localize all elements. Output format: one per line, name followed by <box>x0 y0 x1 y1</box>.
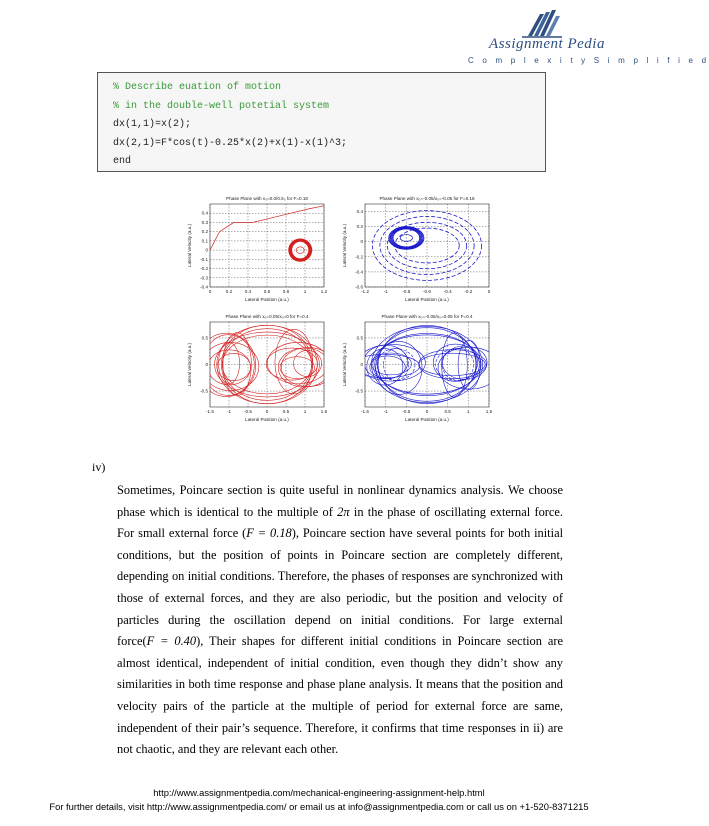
y-axis-label: Lateral Velocity (a.u.) <box>187 223 192 268</box>
x-tick-label: 1.5 <box>485 409 493 414</box>
text-run: ), Their shapes for different initial conditions in Poincare section are <box>196 634 563 649</box>
y-tick-label: -0.1 <box>200 256 208 262</box>
paragraph-line <box>117 480 563 502</box>
x-tick-label: 0.8 <box>282 289 290 294</box>
text-run: particles during the oscillation depend on initial conditions. For large external <box>117 612 563 627</box>
text-run: conditions, but the position of points in Poincare section are completely different, <box>117 547 563 562</box>
paragraph-line <box>117 674 563 696</box>
y-axis-label: Lateral Velocity (a.u.) <box>187 342 192 387</box>
y-tick-label: -0.2 <box>355 254 363 260</box>
y-tick-label: -0.5 <box>200 388 208 394</box>
y-axis-label: Lateral Velocity (a.u.) <box>342 342 347 387</box>
x-tick-label: 1 <box>467 409 470 414</box>
math-expression: F = 0.40 <box>146 634 197 649</box>
x-tick-label: -1 <box>383 289 388 294</box>
y-axis-label: Lateral Velocity (a.u.) <box>342 223 347 268</box>
x-tick-label: -1.2 <box>361 289 369 294</box>
x-axis-label: Lateral Position (a.u.) <box>405 417 449 422</box>
x-tick-label: 0 <box>487 289 491 294</box>
x-axis-label: Lateral Position (a.u.) <box>245 297 289 302</box>
y-tick-label: 0.4 <box>201 210 208 216</box>
x-tick-label: -1.5 <box>361 409 369 414</box>
text-run: ), Poincare section have several points for both initial <box>291 526 564 541</box>
x-tick-label: -0.2 <box>464 289 473 294</box>
x-tick-label: 0.4 <box>244 289 252 294</box>
y-tick-label: 0.3 <box>201 219 208 225</box>
paragraph-line <box>117 653 563 675</box>
y-tick-label: 0.5 <box>356 335 363 341</box>
phase-plane-plot-3 <box>185 310 330 425</box>
paragraph-line <box>117 610 563 632</box>
y-tick-label: 0 <box>205 362 208 367</box>
y-tick-label: -0.2 <box>200 266 208 272</box>
phase-plane-plot-1 <box>185 192 330 305</box>
x-tick-label: 1.2 <box>320 289 328 294</box>
x-tick-label: 0 <box>265 409 269 414</box>
x-tick-label: -0.6 <box>423 289 431 294</box>
paragraph-line <box>117 502 563 524</box>
section-paragraph <box>117 480 563 761</box>
y-tick-label: 0.1 <box>201 238 208 244</box>
x-tick-label: 1 <box>303 289 307 294</box>
text-run: depending on initial conditions. Therefore, the phases of responses are synchronized with <box>117 569 563 584</box>
text-run: similarities in both time response and phase plane analysis. It means that the position and <box>117 677 563 692</box>
phase-plane-plot-4 <box>340 310 495 425</box>
text-run: almost identical, independent of initial condition, even though they didn’t show any <box>117 655 563 670</box>
logo-subtitle: C o m p l e x i t y S i m p l i f i e d <box>468 56 709 65</box>
y-tick-label: -0.5 <box>355 388 363 394</box>
y-tick-label: 0.5 <box>201 335 208 341</box>
x-tick-label: 0 <box>425 409 429 414</box>
chart-title: Phase Plane with x₀=0.05/x₀=0 for F=0.4 <box>225 314 309 319</box>
x-tick-label: 0.6 <box>263 289 271 294</box>
paragraph-line <box>117 718 563 740</box>
y-tick-label: 0 <box>360 362 363 367</box>
code-line: % in the double-well potetial system <box>113 100 330 112</box>
text-run: velocity pairs of the particle at the multiple of period for external force are same, <box>117 698 563 713</box>
math-expression: 2π <box>337 504 350 519</box>
y-tick-label: 0.2 <box>356 224 363 230</box>
x-tick-label: -1.5 <box>206 409 214 414</box>
x-axis-label: Lateral Position (a.u.) <box>405 297 449 302</box>
code-line: dx(2,1)=F*cos(t)-0.25*x(2)+x(1)-x(1)^3; <box>113 137 348 149</box>
paragraph-line <box>117 545 563 567</box>
text-run: phase which is identical to the multiple of <box>117 504 338 519</box>
y-tick-label: 0.2 <box>201 229 208 235</box>
x-axis-label: Lateral Position (a.u.) <box>245 417 289 422</box>
paragraph-line <box>117 588 563 610</box>
x-tick-label: 0 <box>208 289 212 294</box>
x-tick-label: 0.5 <box>444 409 451 414</box>
code-line: % Describe euation of motion <box>113 82 282 93</box>
paragraph-line <box>117 566 563 588</box>
x-tick-label: 0.2 <box>225 289 233 294</box>
chart-title: Phase Plane with x₀=0.0/0.5₀ for F=0.18 <box>226 196 308 201</box>
x-tick-label: -0.4 <box>443 289 452 294</box>
x-tick-label: 1.5 <box>320 409 328 414</box>
paragraph-line <box>117 631 563 653</box>
book-stack-icon <box>520 8 564 38</box>
code-line: end <box>113 156 132 167</box>
x-tick-label: 0.5 <box>282 409 290 414</box>
y-tick-label: 0 <box>205 247 208 253</box>
text-run: those of external forces, and they are also periodic, but the position and velocity of <box>117 590 563 605</box>
y-tick-label: -0.6 <box>355 284 363 290</box>
code-line: dx(1,1)=x(2); <box>113 119 192 130</box>
matlab-code-box <box>97 72 546 172</box>
y-tick-label: 0 <box>360 239 363 245</box>
text-run: not chaotic, and they are relevant each other. <box>117 742 339 757</box>
text-run: independent of their pair’s sequence. Therefore, it confirms that time responses in ii) are <box>117 720 563 735</box>
footer-contact: For further details, visit http://www.assignmentpedia.com/ or email us at info@assignmentpedia.com or call us on +1-520-8371215 <box>49 801 589 812</box>
x-tick-label: -0.8 <box>402 289 411 294</box>
footer-url[interactable]: http://www.assignmentpedia.com/mechanical-engineering-assignment-help.html <box>153 787 485 798</box>
y-tick-label: -0.3 <box>200 275 208 281</box>
chart-title: Phase Plane with x₀=-0.05/x₀=-0.05 for F=0.18 <box>379 196 475 201</box>
section-label: iv) <box>92 460 106 474</box>
brand-logo <box>462 8 709 70</box>
text-run: in the phase of oscillating external force. <box>349 504 564 519</box>
paragraph-line <box>117 523 563 545</box>
text-run: For small external force ( <box>117 526 247 541</box>
text-run: force( <box>117 634 147 649</box>
phase-plane-plot-2 <box>340 192 495 305</box>
x-tick-label: -1 <box>383 409 388 414</box>
paragraph-line <box>117 739 563 761</box>
math-expression: F = 0.18 <box>246 526 292 541</box>
y-tick-label: 0.4 <box>356 209 363 215</box>
x-tick-label: -0.5 <box>244 409 252 414</box>
x-tick-label: -0.5 <box>402 409 411 414</box>
chart-title: Phase Plane with x₀=-0.05/x₀=0.05 for F=0.4 <box>381 314 473 319</box>
x-tick-label: -1 <box>226 409 232 414</box>
paragraph-line <box>117 696 563 718</box>
y-tick-label: -0.4 <box>355 269 363 275</box>
y-tick-label: -0.4 <box>200 284 208 290</box>
logo-title: Assignment Pedia <box>489 36 605 52</box>
x-tick-label: 1 <box>303 409 307 414</box>
text-run: Sometimes, Poincare section is quite useful in nonlinear dynamics analysis. We choose <box>117 483 563 497</box>
